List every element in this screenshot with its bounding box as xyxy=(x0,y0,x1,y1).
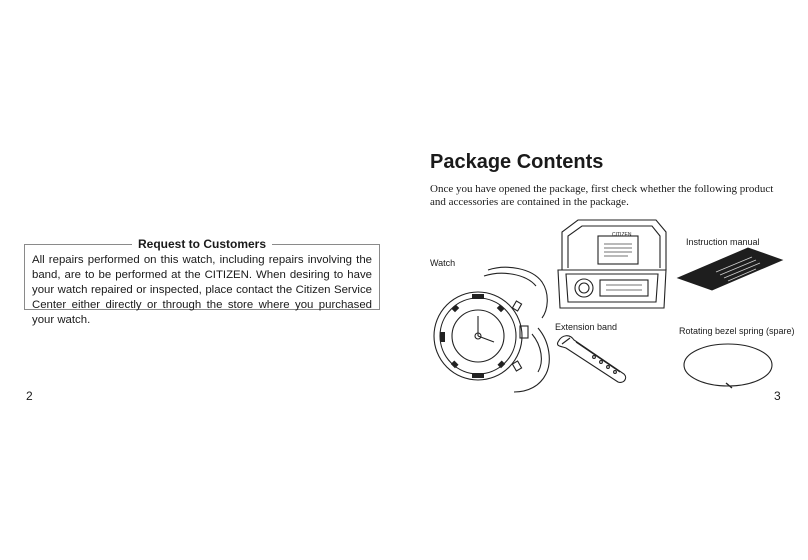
notice-title: Request to Customers xyxy=(25,236,379,252)
bezel-spring-illustration xyxy=(680,340,776,390)
page-number-left: 2 xyxy=(26,389,33,403)
watch-illustration xyxy=(428,258,556,400)
intro-text: Once you have opened the package, first check whether the following product and accessories are contained in the package. xyxy=(430,183,774,208)
page-number-right: 3 xyxy=(774,389,781,403)
instruction-manual-illustration xyxy=(676,244,784,292)
box-brand-label: CITIZEN xyxy=(612,232,632,238)
request-notice-box xyxy=(24,237,380,326)
caption-instruction-manual: Instruction manual xyxy=(686,237,760,247)
caption-extension-band: Extension band xyxy=(555,322,618,332)
caption-bezel-spring: Rotating bezel spring (spare) xyxy=(679,326,795,336)
notice-body: All repairs performed on this watch, including repairs involving the band, are to be performed at the CITIZEN. When desiring to have your watch repaired or inspected, place contact the Citizen Service Center either directly or through the store where you purchased your watch. xyxy=(32,254,372,326)
caption-watch: Watch xyxy=(430,258,456,268)
right-page xyxy=(404,0,808,560)
watch-box-illustration xyxy=(554,212,669,316)
extension-band-illustration xyxy=(554,330,632,386)
page-title: Package Contents xyxy=(430,151,604,173)
